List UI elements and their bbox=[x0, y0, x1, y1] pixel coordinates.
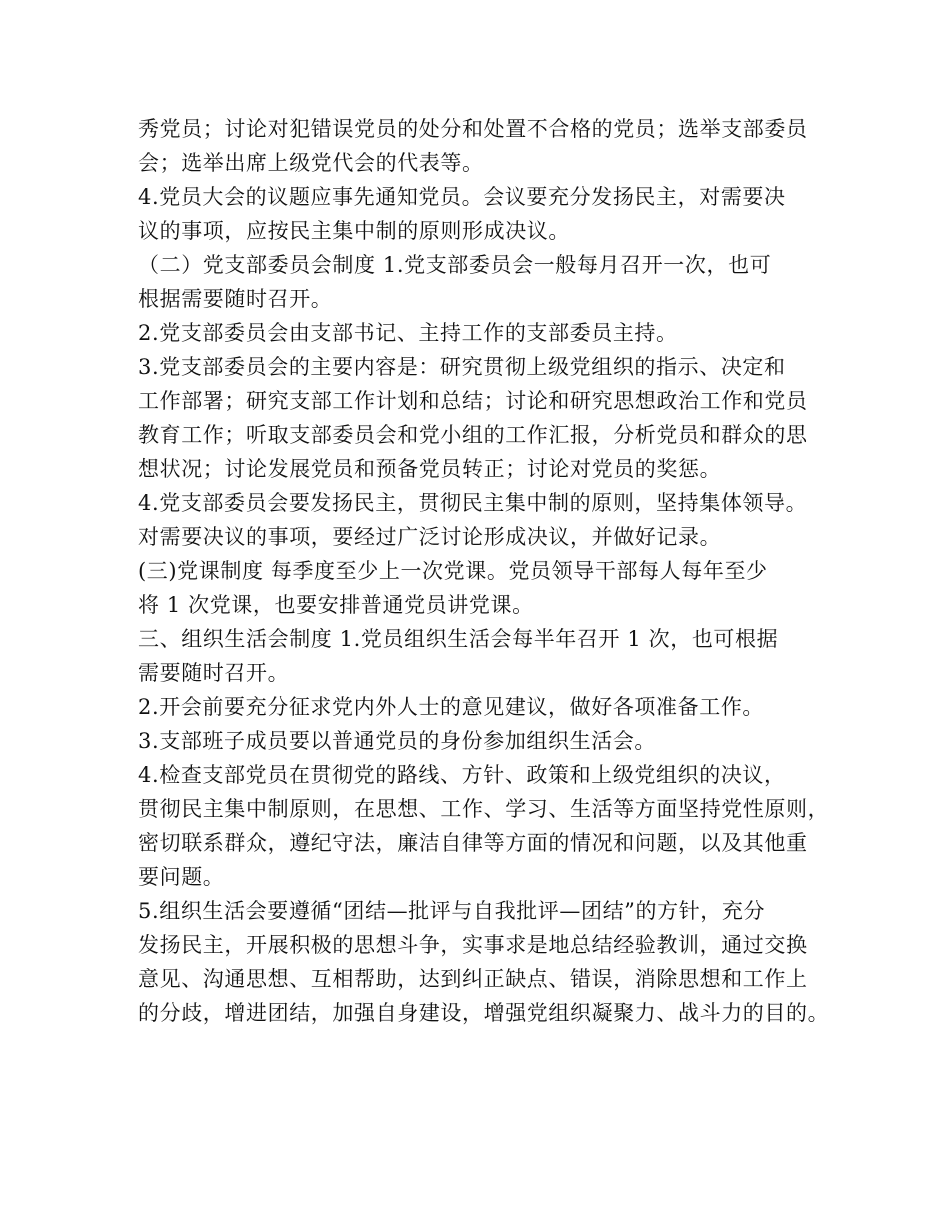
text-line: 3.支部班子成员要以普通党员的身份参加组织生活会。 bbox=[138, 729, 657, 753]
text-line: 根据需要随时召开。 bbox=[138, 287, 333, 311]
text-line: 4.检查支部党员在贯彻党的路线、方针、政策和上级党组织的决议， bbox=[138, 763, 786, 787]
text-line: 议的事项，应按民主集中制的原则形成决议。 bbox=[138, 219, 570, 243]
text-line: 贯彻民主集中制原则，在思想、工作、学习、生活等方面坚持党性原则， bbox=[138, 797, 830, 821]
text-line: 会；选举出席上级党代会的代表等。 bbox=[138, 151, 484, 175]
text-line: 4.党支部委员会要发扬民主，贯彻民主集中制的原则，坚持集体领导。 bbox=[138, 491, 808, 515]
text-line: 工作部署；研究支部工作计划和总结；讨论和研究思想政治工作和党员 bbox=[138, 389, 808, 413]
text-line: 的分歧，增进团结，加强自身建设，增强党组织凝聚力、战斗力的目的。 bbox=[138, 1001, 830, 1025]
text-line: 意见、沟通思想、互相帮助，达到纠正缺点、错误，消除思想和工作上 bbox=[138, 967, 808, 991]
text-line: 2.党支部委员会由支部书记、主持工作的支部委员主持。 bbox=[138, 321, 678, 345]
text-line: 5.组织生活会要遵循“团结—批评与自我批评—团结”的方针，充分 bbox=[138, 899, 766, 923]
text-line: 秀党员；讨论对犯错误党员的处分和处置不合格的党员；选举支部委员 bbox=[138, 117, 808, 141]
section-heading-line: （二）党支部委员会制度 1.党支部委员会一般每月召开一次，也可 bbox=[138, 253, 772, 277]
text-line: 发扬民主，开展积极的思想斗争，实事求是地总结经验教训，通过交换 bbox=[138, 933, 808, 957]
section-heading-line: (三)党课制度 每季度至少上一次党课。党员领导干部每人每年至少 bbox=[138, 559, 768, 583]
text-line: 将 1 次党课，也要安排普通党员讲党课。 bbox=[138, 593, 534, 617]
document-body bbox=[138, 112, 828, 1030]
text-line: 4.党员大会的议题应事先通知党员。会议要充分发扬民主，对需要决 bbox=[138, 185, 786, 209]
text-line: 3.党支部委员会的主要内容是：研究贯彻上级党组织的指示、决定和 bbox=[138, 355, 786, 379]
text-line: 教育工作；听取支部委员会和党小组的工作汇报，分析党员和群众的思 bbox=[138, 423, 808, 447]
text-line: 对需要决议的事项，要经过广泛讨论形成决议，并做好记录。 bbox=[138, 525, 722, 549]
text-line: 想状况；讨论发展党员和预备党员转正；讨论对党员的奖惩。 bbox=[138, 457, 722, 481]
text-line: 2.开会前要充分征求党内外人士的意见建议，做好各项准备工作。 bbox=[138, 695, 765, 719]
section-heading-line: 三、组织生活会制度 1.党员组织生活会每半年召开 1 次，也可根据 bbox=[138, 627, 779, 651]
text-line: 要问题。 bbox=[138, 865, 225, 889]
text-line: 密切联系群众，遵纪守法，廉洁自律等方面的情况和问题，以及其他重 bbox=[138, 831, 808, 855]
text-line: 需要随时召开。 bbox=[138, 661, 290, 685]
